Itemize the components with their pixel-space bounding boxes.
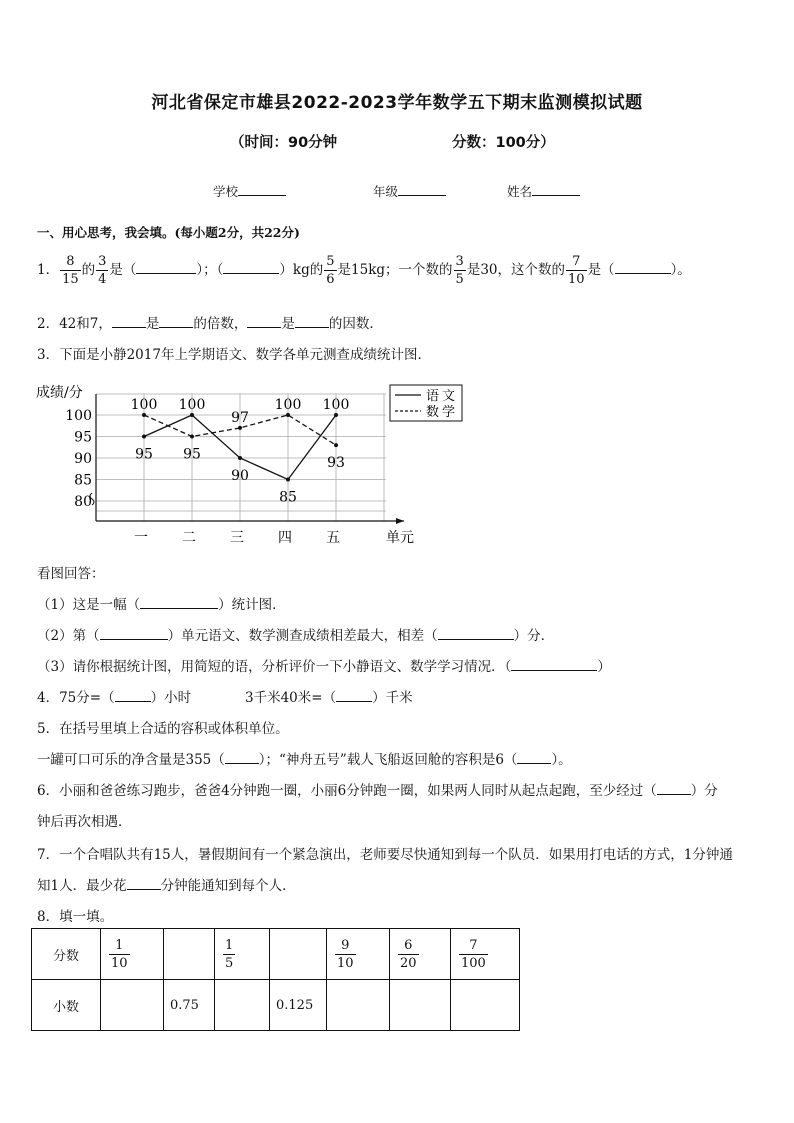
data-point [142, 435, 146, 439]
question-8: 8．填一填。 [37, 909, 114, 925]
question-3-1: （1）这是一幅（ ）统计图． [37, 597, 286, 613]
y-tick-label: 95 [74, 429, 92, 446]
row-label-decimal: 小数 [32, 980, 101, 1031]
chart-instruction: 看图回答： [37, 566, 105, 582]
legend-label: 数学 [426, 405, 459, 420]
table-cell[interactable] [390, 929, 451, 980]
data-point [238, 456, 242, 460]
grade-label: 年级 [373, 184, 399, 199]
chart-legend [390, 385, 462, 421]
exam-score: 分数：100分） [452, 135, 555, 151]
name-field[interactable] [507, 182, 580, 200]
answer-blank[interactable] [112, 315, 146, 328]
question-3-2: （2）第（ ）单元语文、数学测查成绩相差最大，相差（ ）分． [37, 628, 555, 644]
table-row [32, 980, 520, 1031]
answer-blank[interactable] [511, 658, 597, 671]
question-3: 3．下面是小静2017年上学期语文、数学各单元测查成绩统计图． [37, 347, 431, 363]
line-chart [28, 375, 478, 550]
answer-blank[interactable] [438, 627, 514, 640]
y-tick-label: 80 [74, 494, 92, 510]
data-label: 85 [279, 489, 297, 506]
answer-blank[interactable] [225, 751, 259, 764]
x-tick-label: 四 [278, 530, 292, 546]
table-cell[interactable] [327, 929, 390, 980]
data-point [286, 478, 290, 482]
legend-label: 语文 [426, 389, 459, 404]
question-4b: 3千米40米=（ ）千米 [245, 690, 413, 706]
data-point [286, 413, 290, 417]
data-label: 93 [327, 455, 345, 472]
answer-blank[interactable] [657, 782, 691, 795]
fraction: $\frac{7}{10}$ [568, 254, 585, 287]
fraction: $\frac{5}{6}$ [326, 254, 335, 287]
table-cell[interactable] [215, 980, 270, 1031]
question-3-3: （3）请你根据统计图，用简短的语，分析评价一下小静语文、数学学习情况．（ ） [37, 659, 611, 675]
table-cell[interactable] [101, 980, 164, 1031]
fraction: $\frac{6}{20}$ [400, 937, 417, 971]
table-cell[interactable] [451, 929, 520, 980]
data-point [334, 413, 338, 417]
answer-blank[interactable] [336, 689, 372, 702]
question-5-line: 一罐可口可乐的净含量是355（ ）；“神舟五号”载人飞船返回舱的容积是6（ ）。 [37, 752, 572, 768]
table-row [32, 929, 520, 980]
table-cell[interactable] [164, 929, 215, 980]
answer-blank[interactable] [159, 315, 193, 328]
question-6: 6．小丽和爸爸练习跑步，爸爸4分钟跑一圈，小丽6分钟跑一圈，如果两人同时从起点起跑，至少经过（ ）分 [37, 783, 718, 799]
question-5: 5．在括号里填上合适的容积或体积单位。 [37, 721, 289, 737]
x-axis-arrow [396, 518, 404, 524]
data-point [190, 435, 194, 439]
answer-blank[interactable] [247, 315, 281, 328]
exam-time: （时间：90分钟 [230, 135, 338, 151]
fraction: $\frac{9}{10}$ [337, 937, 354, 971]
data-label: 97 [231, 409, 249, 426]
table-cell[interactable] [215, 929, 270, 980]
answer-blank[interactable] [136, 261, 196, 274]
question-6-cont: 钟后再次相遇． [37, 814, 132, 830]
table-cell[interactable] [327, 980, 390, 1031]
y-tick-label: 100 [65, 408, 92, 424]
y-tick-label: 90 [74, 451, 92, 467]
data-point [334, 443, 338, 447]
answer-blank[interactable] [127, 877, 161, 890]
question-2: 2．42和7， 是 的倍数， 是 的因数． [37, 316, 383, 332]
page-title: 河北省保定市雄县2022-2023学年数学五下期末监测模拟试题 [151, 93, 643, 113]
section-heading: 一、用心思考，我会填。(每小题2分，共22分) [37, 225, 300, 240]
name-label: 姓名 [507, 184, 533, 199]
data-label: 100 [130, 397, 158, 413]
chart-labels [36, 384, 414, 546]
answer-blank[interactable] [100, 627, 168, 640]
table-cell[interactable] [270, 929, 327, 980]
question-7-cont: 知1人．最少花 分钟能通知到每个人． [37, 878, 296, 894]
data-label: 100 [274, 397, 302, 413]
data-point [142, 413, 146, 417]
fraction: $\frac{3}{5}$ [455, 254, 464, 287]
fraction: $\frac{1}{5}$ [225, 937, 234, 971]
table-cell[interactable] [451, 980, 520, 1031]
answer-blank[interactable] [517, 751, 551, 764]
data-label: 100 [178, 397, 206, 413]
answer-blank[interactable] [615, 261, 671, 274]
x-axis-label: 单元 [386, 530, 414, 546]
data-label: 95 [183, 446, 201, 463]
data-point [238, 426, 242, 430]
x-tick-label: 二 [182, 530, 196, 546]
y-tick-label: 85 [74, 472, 92, 489]
table-cell[interactable]: 0.75 [164, 980, 215, 1031]
data-label: 95 [135, 446, 153, 463]
question-1: 1． $\frac{8}{15}$ 的 $\frac{3}{4}$ 是（ ）；（ ）kg的 $\frac{5}{6}$ 是15kg；一个数的 $\frac{3}{5}$ 是30，这个数的 $\frac{7}{10}$ 是（ ）。 [37, 254, 691, 287]
grade-field[interactable] [373, 182, 446, 200]
question-4a: 4．75分=（ ）小时 [37, 690, 192, 706]
school-label: 学校 [213, 184, 239, 199]
answer-blank[interactable] [140, 596, 218, 609]
question-7: 7．一个合唱队共有15人，暑假期间有一个紧急演出，老师要尽快通知到每一个队员．如果用打电话的方式，1分钟通 [37, 847, 733, 863]
table-cell[interactable] [390, 980, 451, 1031]
answer-blank[interactable] [223, 261, 279, 274]
answer-blank[interactable] [295, 315, 329, 328]
fraction: $\frac{8}{15}$ [62, 254, 79, 287]
fill-table [31, 928, 520, 1031]
data-point [190, 413, 194, 417]
fraction: $\frac{3}{4}$ [98, 254, 107, 287]
row-label-fraction: 分数 [32, 929, 101, 980]
answer-blank[interactable] [115, 689, 151, 702]
x-tick-label: 三 [230, 530, 244, 546]
x-tick-label: 一 [134, 530, 148, 546]
fraction: $\frac{7}{100}$ [461, 937, 486, 971]
data-label: 100 [322, 397, 350, 413]
x-tick-label: 五 [326, 530, 340, 546]
table-cell[interactable] [101, 929, 164, 980]
data-label: 90 [231, 468, 249, 484]
table-cell[interactable]: 0.125 [270, 980, 327, 1031]
fraction: $\frac{1}{10}$ [111, 937, 128, 971]
school-field[interactable] [213, 182, 286, 200]
y-axis-label: 成绩/分 [36, 385, 83, 401]
